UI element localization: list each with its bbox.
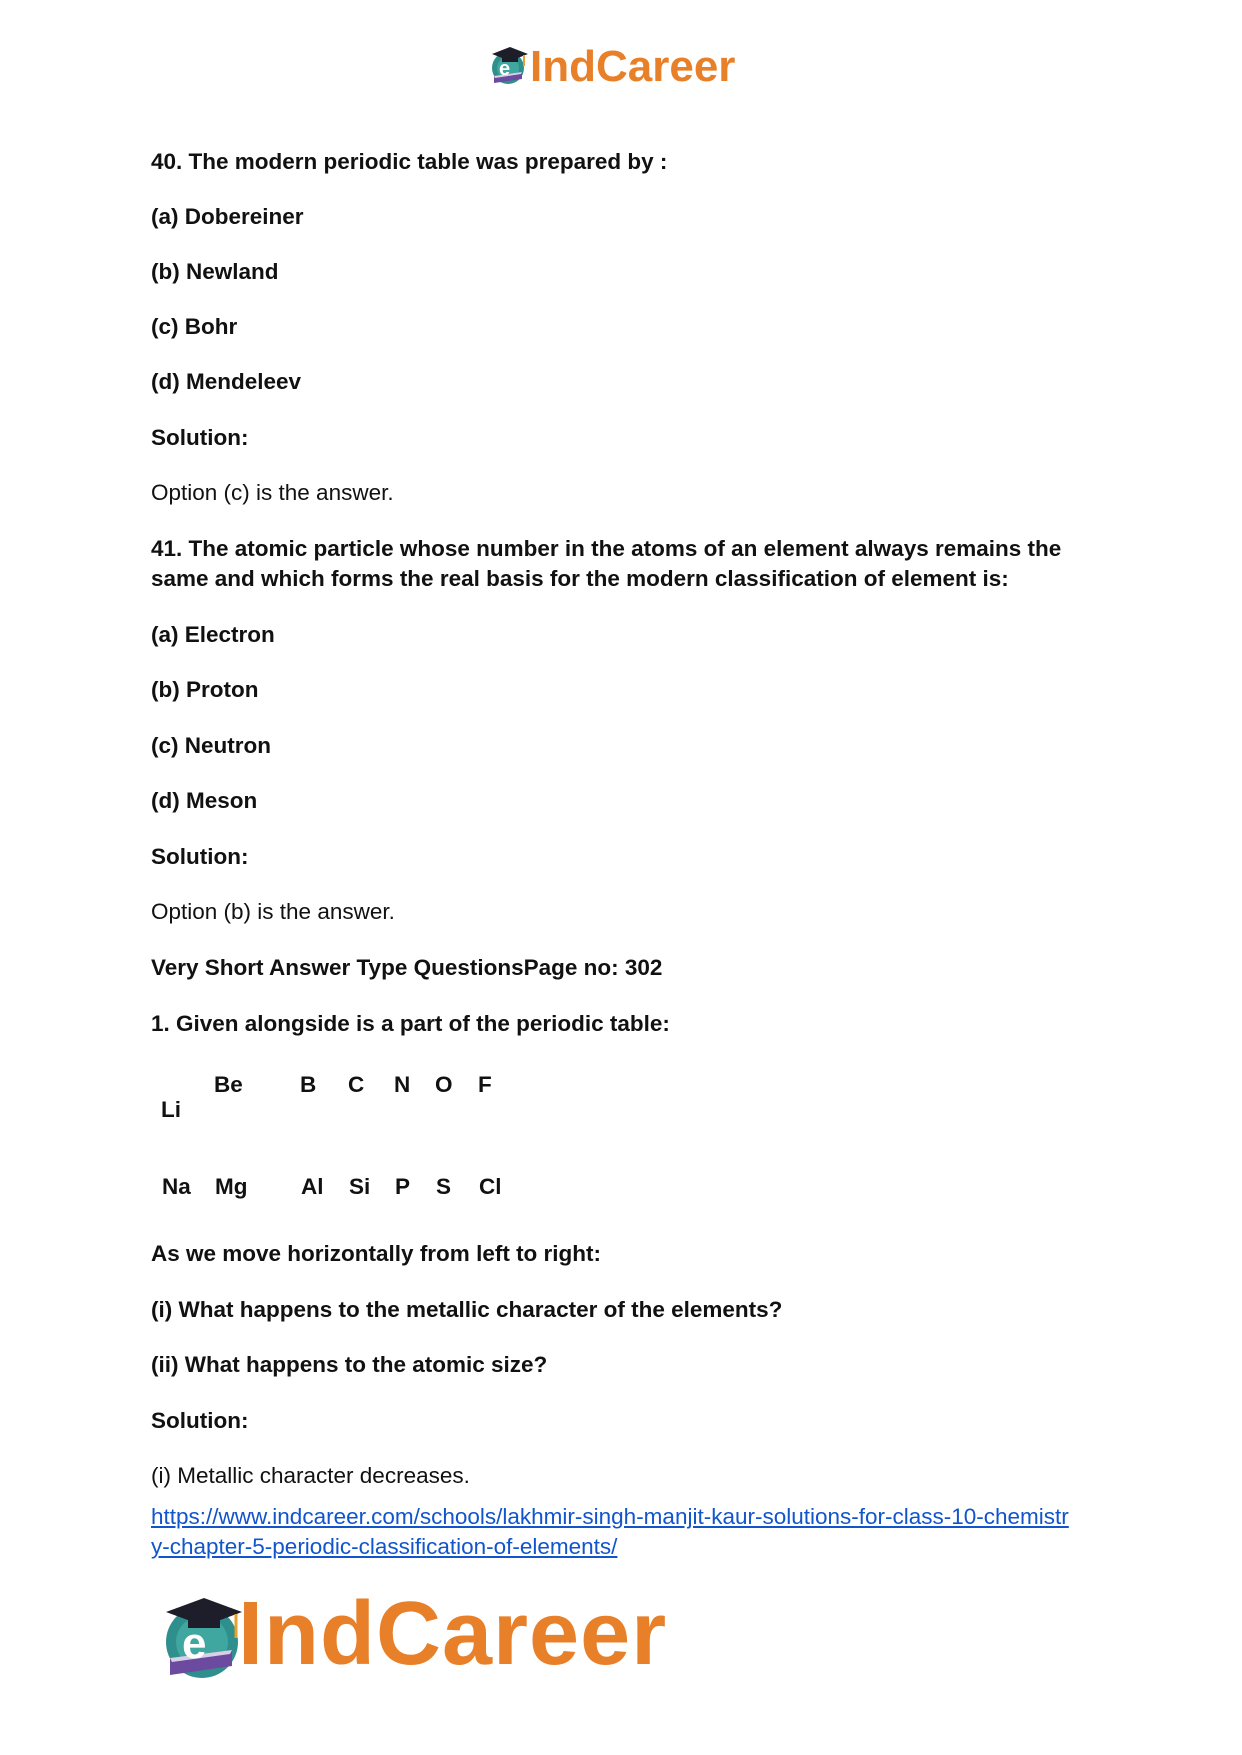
vsa-solution-label: Solution: <box>151 1408 249 1433</box>
q40-solution-label: Solution: <box>151 425 249 450</box>
q41-option-c: (c) Neutron <box>151 733 271 758</box>
periodic-table-fragment <box>151 1070 551 1220</box>
element-n: N <box>394 1072 411 1097</box>
element-o: O <box>435 1072 453 1097</box>
svg-text:e: e <box>499 58 511 80</box>
element-f: F <box>478 1072 492 1097</box>
element-c: C <box>348 1072 365 1097</box>
logo-wordmark: IndCareer <box>530 42 736 91</box>
q40-option-d: (d) Mendeleev <box>151 369 302 394</box>
element-p: P <box>395 1174 411 1199</box>
q41-option-d: (d) Meson <box>151 788 258 813</box>
source-link-line-2[interactable]: y-chapter-5-periodic-classification-of-elements/ <box>151 1534 618 1559</box>
element-al: Al <box>301 1174 324 1199</box>
header-logo <box>488 42 768 92</box>
logo-wordmark: IndCareer <box>238 1584 668 1684</box>
element-si: Si <box>349 1174 371 1199</box>
q41-option-b: (b) Proton <box>151 677 259 702</box>
question-40: 40. The modern periodic table was prepared by : <box>151 149 668 174</box>
element-na: Na <box>162 1174 191 1199</box>
element-cl: Cl <box>479 1174 502 1199</box>
element-li: Li <box>161 1097 181 1122</box>
q40-answer: Option (c) is the answer. <box>151 480 394 505</box>
graduation-cap-book-globe-icon <box>160 1588 246 1682</box>
vsa-sub-question-i: (i) What happens to the metallic character of the elements? <box>151 1297 783 1322</box>
svg-text:e: e <box>182 1619 207 1668</box>
q40-option-b: (b) Newland <box>151 259 279 284</box>
q41-option-a: (a) Electron <box>151 622 275 647</box>
question-41-line-1: 41. The atomic particle whose number in the atoms of an element always remains the <box>151 536 1062 561</box>
vsa-prompt: As we move horizontally from left to right: <box>151 1241 602 1266</box>
vsa-sub-question-ii: (ii) What happens to the atomic size? <box>151 1352 548 1377</box>
q40-option-a: (a) Dobereiner <box>151 204 304 229</box>
q41-solution-label: Solution: <box>151 844 249 869</box>
q40-option-c: (c) Bohr <box>151 314 238 339</box>
vsa-question-1: 1. Given alongside is a part of the periodic table: <box>151 1011 670 1036</box>
element-s: S <box>436 1174 452 1199</box>
element-mg: Mg <box>215 1174 248 1199</box>
footer-logo <box>160 1584 700 1684</box>
q41-answer: Option (b) is the answer. <box>151 899 395 924</box>
section-heading: Very Short Answer Type QuestionsPage no: 302 <box>151 955 663 980</box>
vsa-answer-i: (i) Metallic character decreases. <box>151 1463 470 1488</box>
source-link-line-1[interactable]: https://www.indcareer.com/schools/lakhmir-singh-manjit-kaur-solutions-for-class-10-chemistr <box>151 1504 1069 1529</box>
element-b: B <box>300 1072 317 1097</box>
element-be: Be <box>214 1072 243 1097</box>
question-41-line-2: same and which forms the real basis for the modern classification of element is: <box>151 566 1009 591</box>
graduation-cap-book-globe-icon <box>488 42 530 86</box>
